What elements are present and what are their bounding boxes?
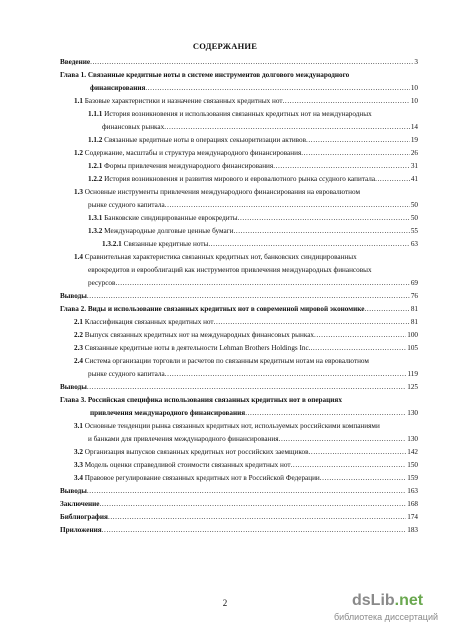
toc-entry-number: 2.1	[74, 318, 83, 326]
toc-page-number: 19	[410, 136, 418, 144]
toc-leader-dots	[115, 277, 409, 290]
toc-entry	[60, 355, 418, 381]
toc-page-number: 69	[410, 279, 418, 287]
toc-entry-text: финансирования	[90, 84, 146, 92]
toc-entry-text: ресурсов	[88, 279, 116, 287]
toc-page-number: 119	[407, 370, 418, 378]
toc-entry-text: Правовое регулирование связанных кредитных нот в Российской Федерации	[84, 474, 320, 482]
toc-entry-number: 1.2	[74, 149, 83, 157]
toc-leader-dots	[301, 147, 410, 160]
toc-entry-text: Система организации торговли и расчетов по связанным кредитным нотам на евровалютном	[84, 357, 369, 365]
toc-leader-dots	[100, 498, 407, 511]
toc-page-number: 130	[407, 409, 418, 417]
toc-entry-number: 1.4	[74, 253, 83, 261]
toc-entry-number: 3.2	[74, 448, 83, 456]
toc-leader-dots	[208, 238, 410, 251]
watermark-logo: dsLib.net	[352, 592, 424, 609]
toc-page-number: 3	[414, 58, 418, 66]
toc-leader-dots	[164, 121, 410, 134]
toc-page-number: 55	[410, 227, 418, 235]
toc-entry-text: Глава 1. Связанные кредитные ноты в системе инструментов долгового международного	[60, 71, 350, 79]
toc-entry	[60, 459, 418, 472]
toc-leader-dots	[273, 160, 410, 173]
toc-leader-dots	[165, 368, 407, 381]
toc-leader-dots	[306, 134, 410, 147]
toc-page-number: 105	[407, 344, 418, 352]
toc-leader-dots	[90, 56, 413, 69]
toc-entry-text: Банковские синдицированные еврокредиты	[104, 214, 238, 222]
toc-entry	[60, 472, 418, 485]
toc-leader-dots	[291, 459, 407, 472]
toc-entry	[60, 147, 418, 160]
toc-entry-number: 1.3.1	[88, 214, 103, 222]
toc-entry-text: Основные тенденции рынка связанных кредитных нот, используемых российскими компаниями	[84, 422, 380, 430]
toc-entry	[60, 420, 418, 446]
toc-entry-text: Выпуск связанных кредитных нот на международных финансовых рынках	[84, 331, 314, 339]
toc-page-number: 125	[407, 383, 418, 391]
toc-page-number: 150	[407, 461, 418, 469]
toc-leader-dots	[165, 199, 410, 212]
toc-page-number: 41	[410, 175, 418, 183]
toc-page-number: 100	[407, 331, 418, 339]
toc-page-number: 26	[410, 149, 418, 157]
toc-leader-dots	[309, 446, 407, 459]
toc-entry	[60, 342, 418, 355]
toc-leader-dots	[364, 303, 409, 316]
toc-entry-text: Основные инструменты привлечения международного финансирования на евровалютном	[84, 188, 361, 196]
toc-page-number: 50	[410, 201, 418, 209]
toc-entry-number: 1.2.1	[88, 162, 103, 170]
toc-entry-text: Организация выпусков связанных кредитных нот российских заемщиков	[84, 448, 309, 456]
toc-leader-dots	[87, 485, 406, 498]
toc-page-number: 10	[410, 84, 418, 92]
toc-entry	[60, 511, 418, 524]
toc-entry-number: 2.3	[74, 344, 83, 352]
toc-entry-number: 2.4	[74, 357, 83, 365]
toc-entry	[60, 56, 418, 69]
toc-page-number: 76	[410, 292, 418, 300]
toc-entry-text: Выводы	[60, 292, 87, 300]
toc-entry-number: 1.3	[74, 188, 83, 196]
toc-entry	[60, 225, 418, 238]
toc-page-number: 50	[410, 214, 418, 222]
toc-entry	[60, 381, 418, 394]
toc-leader-dots	[238, 212, 410, 225]
toc-entry-number: 3.4	[74, 474, 83, 482]
toc-entry	[60, 134, 418, 147]
toc-leader-dots	[102, 524, 407, 537]
toc-page-number: 14	[410, 123, 418, 131]
toc-entry	[60, 186, 418, 212]
toc-leader-dots	[314, 329, 406, 342]
toc-entry	[60, 446, 418, 459]
toc-entry-text: Библиография	[60, 513, 108, 521]
toc-entry-number: 1.1	[74, 97, 83, 105]
toc-entry-text: Связанные кредитные ноты	[123, 240, 209, 248]
toc-entry-text: Связанные кредитные ноты в деятельности Lehman Brothers Holdings Inc.	[84, 344, 311, 352]
toc-entry-text: Классификация связанных кредитных нот	[84, 318, 214, 326]
toc-entry	[60, 524, 418, 537]
toc-entry-text: Глава 2. Виды и использование связанных кредитных нот в современной мировой экономике	[60, 305, 365, 313]
toc-entry	[60, 316, 418, 329]
toc-entry-text: Связанные кредитные ноты в операциях секьюритизации активов	[104, 136, 307, 144]
toc-entry	[60, 212, 418, 225]
toc-entry	[60, 95, 418, 108]
toc-entry	[60, 290, 418, 303]
toc-entry	[60, 160, 418, 173]
toc-entry-text: Базовые характеристики и назначение связанных кредитных нот	[84, 97, 283, 105]
toc-page-number: 159	[407, 474, 418, 482]
toc-entry-text: Модель оценки справедливой стоимости связанных кредитных нот	[84, 461, 291, 469]
toc-page-number: 10	[410, 97, 418, 105]
toc-page-number: 174	[407, 513, 418, 521]
toc-entry	[60, 69, 418, 95]
toc-entry-text: рынке ссудного капитала	[88, 370, 165, 378]
toc-entry-number: 3.3	[74, 461, 83, 469]
toc-entry-number: 1.3.2	[88, 227, 103, 235]
toc-entry-number: 1.2.2	[88, 175, 103, 183]
toc-entry-number: 1.3.2.1	[102, 240, 122, 248]
toc-leader-dots	[310, 342, 406, 355]
toc-entry	[60, 173, 418, 186]
toc-entry-text: еврокредитов и еврооблигаций как инструментов привлечения международных финансовых	[88, 266, 372, 274]
toc-entry-text: Приложения	[60, 526, 102, 534]
toc-entry	[60, 303, 418, 316]
page-title: СОДЕРЖАНИЕ	[192, 41, 258, 51]
toc-entry	[60, 498, 418, 511]
toc-leader-dots	[320, 472, 406, 485]
toc-page-number: 142	[407, 448, 418, 456]
toc-entry-number: 1.1.2	[88, 136, 103, 144]
toc-leader-dots	[214, 316, 410, 329]
toc-entry-text: Выводы	[60, 487, 87, 495]
toc-page-number: 31	[410, 162, 418, 170]
toc-leader-dots	[279, 433, 407, 446]
toc-entry-text: Введение	[60, 58, 91, 66]
toc-entry	[60, 251, 418, 290]
toc-entry-text: Международные долговые ценные бумаги	[104, 227, 234, 235]
toc-page-number: 130	[407, 435, 418, 443]
toc-page-number: 81	[410, 305, 418, 313]
toc-entry	[60, 329, 418, 342]
toc-leader-dots	[87, 381, 406, 394]
toc-entry-text: Заключение	[60, 500, 100, 508]
toc-leader-dots	[87, 290, 410, 303]
toc-entry-number: 3.1	[74, 422, 83, 430]
toc-entry-number: 1.1.1	[88, 110, 103, 118]
toc-page-number: 168	[407, 500, 418, 508]
watermark	[330, 592, 450, 632]
toc-leader-dots	[233, 225, 409, 238]
toc-leader-dots	[245, 407, 406, 420]
toc-entry-text: привлечения международного финансирования	[90, 409, 246, 417]
toc-entry-text: Выводы	[60, 383, 87, 391]
toc-page-number: 183	[407, 526, 418, 534]
toc-page-number: 63	[410, 240, 418, 248]
toc-page-number: 81	[410, 318, 418, 326]
watermark-subtitle: библиотека диссертаций	[334, 612, 439, 622]
table-of-contents	[60, 56, 418, 537]
toc-entry-text: Формы привлечения международного финансирования	[104, 162, 274, 170]
toc-entry-text: Содержание, масштабы и структура международного финансирования	[84, 149, 302, 157]
toc-entry-text: финансовых рынках	[102, 123, 165, 131]
toc-entry-text: История возникновения и использования связанных кредитных нот на международных	[104, 110, 372, 118]
toc-leader-dots	[283, 95, 410, 108]
toc-leader-dots	[375, 173, 410, 186]
toc-entry	[60, 485, 418, 498]
toc-entry-text: рынке ссудного капитала	[88, 201, 165, 209]
toc-entry	[60, 394, 418, 420]
toc-entry-text: Сравнительная характеристика связанных кредитных нот, банковских синдицированных	[84, 253, 357, 261]
toc-entry-text: Глава 3. Российская специфика использования связанных кредитных нот в операциях	[60, 396, 342, 404]
toc-entry	[60, 108, 418, 134]
toc-page-number: 163	[407, 487, 418, 495]
toc-leader-dots	[145, 82, 409, 95]
toc-entry-number: 2.2	[74, 331, 83, 339]
toc-leader-dots	[108, 511, 406, 524]
toc-entry-text: История возникновения и развития мирового и евровалютного рынка ссудного капитала	[104, 175, 376, 183]
toc-entry-text: и банками для привлечения международного финансирования	[88, 435, 279, 443]
page-number: 2	[222, 598, 228, 608]
toc-entry	[60, 238, 418, 251]
